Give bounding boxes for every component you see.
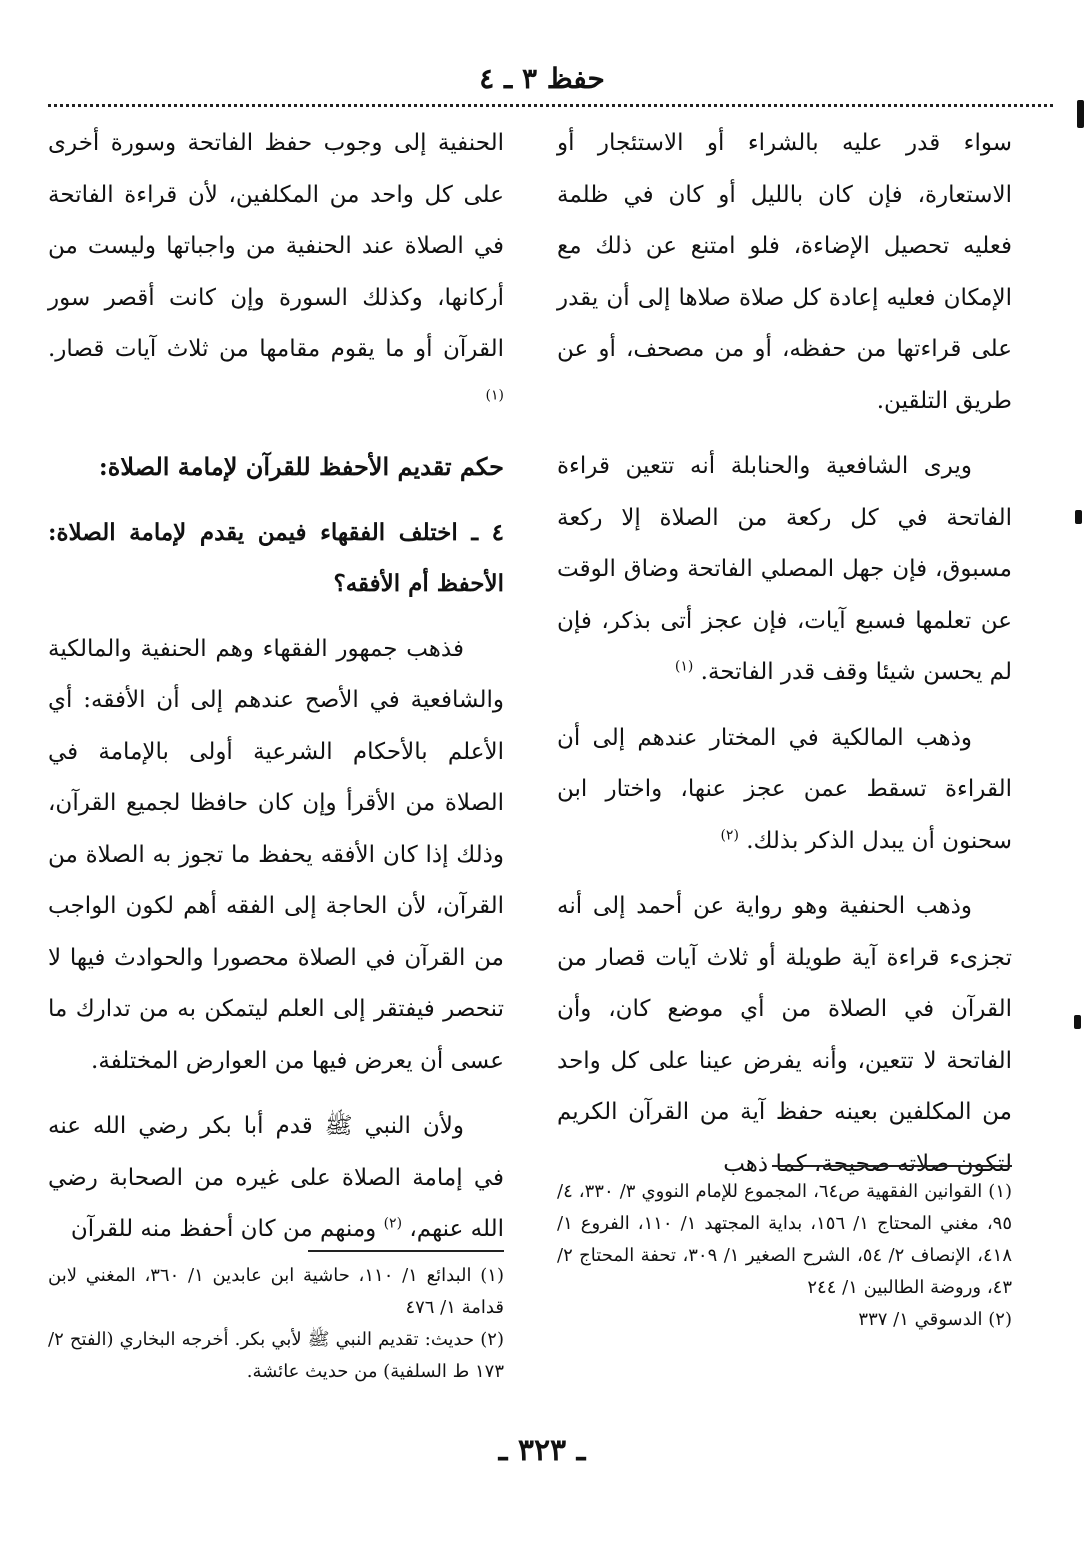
right-paragraph-4 [557, 881, 1012, 1190]
page-number: ـ ٣٢٣ ـ [498, 1433, 586, 1468]
left-paragraph-2-text: فذهب جمهور الفقهاء وهم الحنفية والمالكية والشافعية في الأصح عندهم إلى أن الأفقه: أي الأعلم بالأحكام الشرعية أولى بالإمامة في الصلاة من الأقرأ وإن كان حافظا لجميع القرآن، وذلك إذا كان الأفقه يحفظ ما تجوز به الصلاة من القرآن، لأن الحاجة إلى الفقه أهم لكون الواجب من القرآن في الصلاة محصورا والحوادث فيها لا تنحصر فيفتقر إلى العلم ليتمكن به من تدارك ما عسى أن يعرض فيها من العوارض المختلفة. [48, 635, 504, 1074]
footnote-item: (٢) حديث: تقديم النبي ﷺ لأبي بكر. أخرجه البخاري (الفتح ٢/ ١٧٣ ط السلفية) من حديث عائشة. [48, 1329, 504, 1382]
footnote-item: (١) القوانين الفقهية ص٦٤، المجموع للإمام النووي ٣/ ٣٣٠، ٤/ ٩٥، مغني المحتاج ١/ ١٥٦، بداية المجتهد ١/ ١١٠، الفروع ١/ ٤١٨، الإنصاف ٢/ ٥٤، الشرح الصغير ١/ ٣٠٩، تحفة المحتاج ٢/ ٤٣، وروضة الطالبين ١/ ٢٤٤ [557, 1181, 1013, 1298]
footnote-ref[interactable]: (١) [485, 386, 504, 403]
footnote-ref[interactable]: (٢) [720, 826, 739, 843]
page-header-title: حفظ ٣ ـ ٤ [479, 62, 605, 95]
footnote-item: (١) البدائع ١/ ١١٠، حاشية ابن عابدين ١/ ٣٦٠، المغني لابن قدامة ١/ ٤٧٦ [48, 1265, 504, 1318]
left-paragraph-1 [48, 118, 504, 427]
scan-edge-mark [1077, 100, 1084, 128]
footnote-ref[interactable]: (١) [674, 658, 694, 675]
footnotes-left [48, 1260, 504, 1388]
left-column [48, 118, 504, 1270]
left-paragraph-2 [48, 624, 504, 1088]
footnote-ref[interactable]: (٢) [383, 1215, 403, 1232]
right-paragraph-3-text: وذهب المالكية في المختار عندهم إلى أن القراءة تسقط عمن عجز عنها، واختار ابن سحنون أن يبدل الذكر بذلك. [557, 724, 1012, 854]
footnote-item: (٢) الدسوقي ١/ ٣٣٧ [858, 1309, 1012, 1330]
right-paragraph-2 [557, 441, 1012, 699]
page-header [0, 62, 1084, 95]
right-paragraph-1 [557, 118, 1012, 427]
right-column [557, 118, 1012, 1204]
left-paragraph-3 [48, 1101, 504, 1256]
footnote-divider-right [772, 1165, 1012, 1167]
left-paragraph-3-tail: ومنهم من كان أحفظ منه للقرآن [70, 1216, 377, 1242]
right-paragraph-1-text: سواء قدر عليه بالشراء أو الاستئجار أو الاستعارة، فإن كان بالليل أو كان في ظلمة فعليه تحصيل الإضاءة، فلو امتنع عن ذلك مع الإمكان فعليه إعادة كل صلاة صلاها إلى أن يقدر على قراءتها من حفظه، أو من مصحف، أو عن طريق التلقين. [557, 130, 1012, 414]
right-paragraph-3 [557, 713, 1012, 868]
scan-edge-mark [1075, 510, 1082, 524]
right-paragraph-4-text: وذهب الحنفية وهو رواية عن أحمد إلى أنه تجزىء قراءة آية طويلة أو ثلاث آيات قصار من القرآن في الصلاة من أي موضع كان، وأن الفاتحة لا تتعين، وأنه يفرض عينا على كل واحد من المكلفين بعينه حفظ آية من القرآن الكريم لتكون صلاته صحيحة، كما ذهب [557, 893, 1012, 1177]
footnotes-right [557, 1176, 1012, 1336]
scan-edge-mark [1074, 1015, 1081, 1029]
left-paragraph-3-text: ولأن النبي ﷺ قدم أبا بكر رضي الله عنه في إمامة الصلاة على غيره من الصحابة رضي الله عنهم، [48, 1113, 504, 1242]
left-paragraph-1-text: الحنفية إلى وجوب حفظ الفاتحة وسورة أخرى على كل واحد من المكلفين، لأن قراءة الفاتحة في الصلاة عند الحنفية من واجباتها وليست من أركانها، وكذلك السورة وإن كانت أقصر سور القرآن أو ما يقوم مقامها من ثلاث آيات قصار. [48, 130, 504, 362]
right-paragraph-2-text: ويرى الشافعية والحنابلة أنه تتعين قراءة الفاتحة في كل ركعة من الصلاة إلا ركعة مسبوق، فإن جهل المصلي الفاتحة وضاق الوقت عن تعلمها فسبع آيات، فإن عجز أتى بذكر، فإن لم يحسن شيئا وقف قدر الفاتحة. [557, 453, 1012, 685]
section-title: حكم تقديم الأحفظ للقرآن لإمامة الصلاة: [98, 452, 504, 481]
issue-paragraph [48, 507, 504, 610]
issue-paragraph-text: ٤ ـ اختلف الفقهاء فيمن يقدم لإمامة الصلاة: الأحفظ أم الأفقه؟ [48, 518, 504, 597]
footnote-divider-left [308, 1250, 504, 1252]
header-divider [48, 104, 1053, 107]
